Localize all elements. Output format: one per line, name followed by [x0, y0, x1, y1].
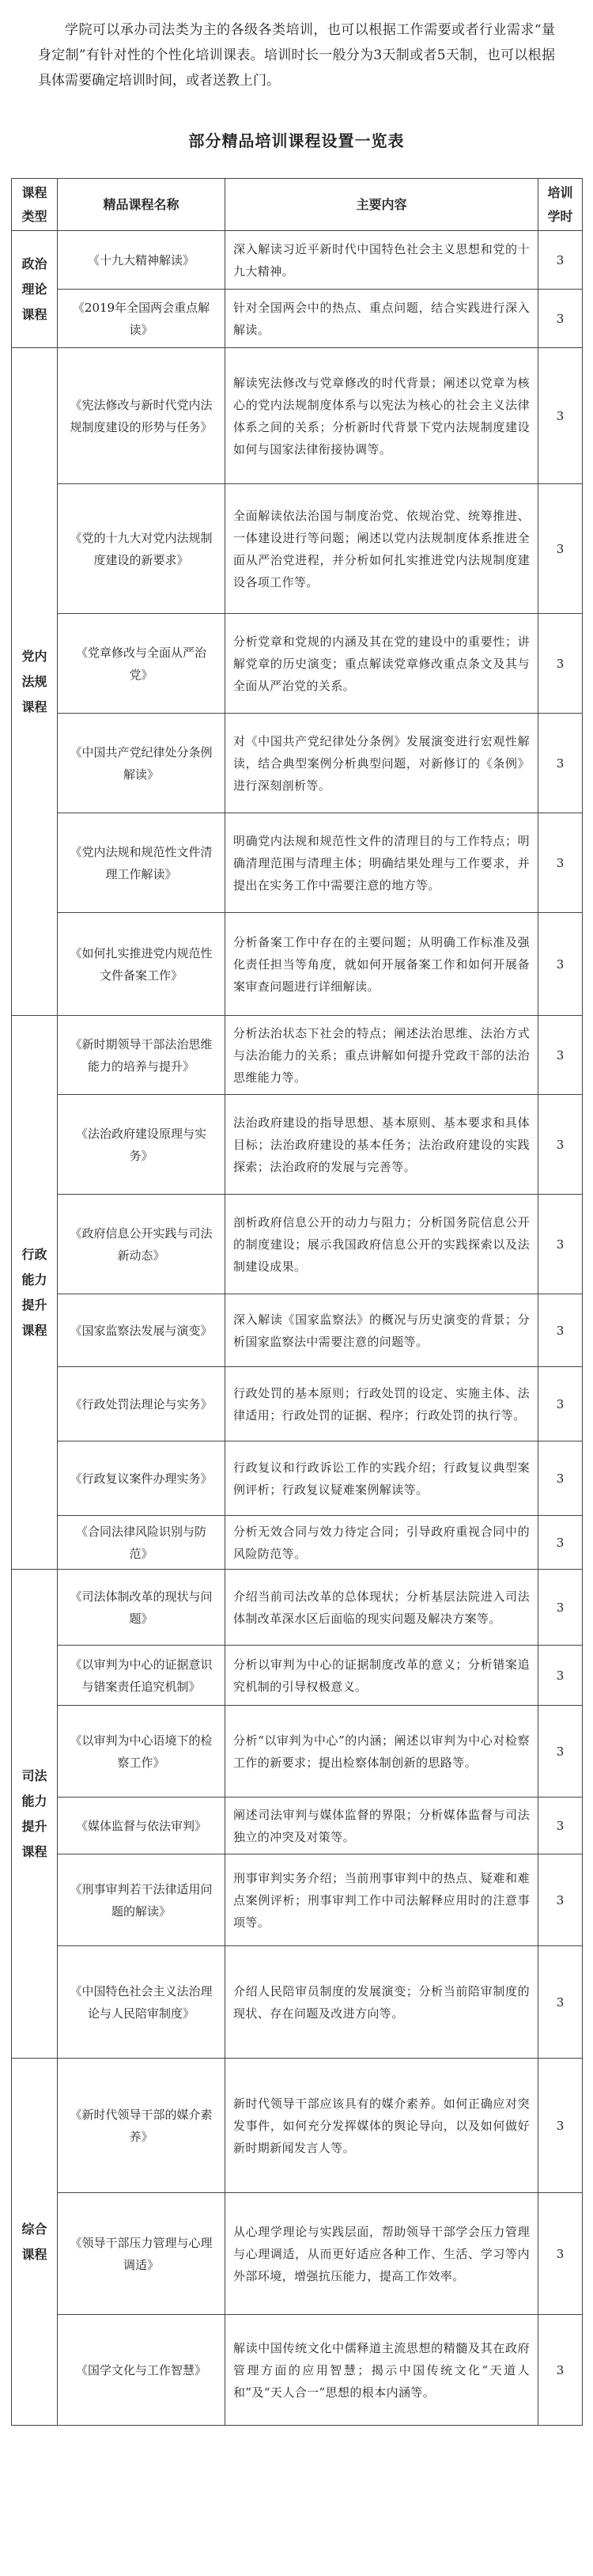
course-name: 《合同法律风险识别与防范》: [58, 1516, 225, 1570]
course-hours: 3: [538, 1570, 583, 1646]
course-content: 全面解读依法治国与制度治党、依规治党、统筹推进、一体建设进行等问题；阐述以党内法规制度体系推进全面从严治党进程，并分析如何扎实推进党内法规制度建设各项工作等。: [225, 484, 538, 614]
course-content: 刑事审判实务介绍；当前刑事审判中的热点、疑难和难点案例评析；刑事审判工作中司法解释应用时的注意事项等。: [225, 1854, 538, 1946]
course-hours: 3: [538, 1441, 583, 1516]
course-hours: 3: [538, 231, 583, 290]
table-row: [12, 1016, 583, 1095]
course-hours: 3: [538, 2193, 583, 2315]
course-hours: 3: [538, 2315, 583, 2426]
table-row: [12, 484, 583, 614]
course-name: 《如何扎实推进党内规范性文件备案工作》: [58, 913, 225, 1016]
course-content: 新时代领导干部应该具有的媒介素养。如何正确应对突发事件，如何充分发挥媒体的舆论导向，以及如何做好新时期新闻发言人等。: [225, 2059, 538, 2193]
course-content: 从心理学理论与实践层面，帮助领导干部学会压力管理与心理调适，从而更好适应各种工作、生活、学习等内外部环境，增强抗压能力，提高工作效率。: [225, 2193, 538, 2315]
course-hours: 3: [538, 1195, 583, 1294]
course-hours: 3: [538, 1016, 583, 1095]
table-row: [12, 1798, 583, 1854]
category-cell: 党内法规课程: [12, 348, 58, 1016]
table-row: [12, 913, 583, 1016]
course-name: 《以审判为中心语境下的检察工作》: [58, 1706, 225, 1798]
header-hours: 培训学时: [538, 179, 583, 231]
course-name: 《政府信息公开实践与司法新动态》: [58, 1195, 225, 1294]
table-row: [12, 614, 583, 714]
course-name: 《党的十九大对党内法规制度建设的新要求》: [58, 484, 225, 614]
table-row: [12, 2315, 583, 2426]
table-row: [12, 1570, 583, 1646]
course-hours: 3: [538, 1798, 583, 1854]
course-hours: 3: [538, 348, 583, 484]
course-name: 《国家监察法发展与演变》: [58, 1294, 225, 1367]
course-hours: 3: [538, 1854, 583, 1946]
table-row: [12, 1367, 583, 1441]
table-row: [12, 1095, 583, 1195]
course-content: 分析备案工作中存在的主要问题；从明确工作标准及强化责任担当等角度，就如何开展备案工作和如何开展备案审查问题进行详细解读。: [225, 913, 538, 1016]
table-row: [12, 813, 583, 913]
course-hours: 3: [538, 913, 583, 1016]
category-cell: 政治理论课程: [12, 231, 58, 348]
course-hours: 3: [538, 290, 583, 348]
course-content: 深入解读《国家监察法》的概况与历史演变的背景；分析国家监察法中需要注意的问题等。: [225, 1294, 538, 1367]
table-row: [12, 1294, 583, 1367]
course-content: 分析以审判为中心的证据制度改革的意义；分析错案追究机制的引导权极意义。: [225, 1646, 538, 1706]
course-hours: 3: [538, 1706, 583, 1798]
course-hours: 3: [538, 1095, 583, 1195]
course-content: 针对全国两会中的热点、重点问题，结合实践进行深入解读。: [225, 290, 538, 348]
course-content: 分析法治状态下社会的特点；阐述法治思维、法治方式与法治能力的关系；重点讲解如何提升党政干部的法治思维能力等。: [225, 1016, 538, 1095]
course-content: 分析“以审判为中心”的内涵；阐述以审判为中心对检察工作的新要求；提出检察体制创新的思路等。: [225, 1706, 538, 1798]
category-cell: 司法能力提升课程: [12, 1570, 58, 2059]
table-row: [12, 290, 583, 348]
course-content: 介绍人民陪审员制度的发展演变；分析当前陪审制度的现状、存在问题及改进方向等。: [225, 1946, 538, 2059]
category-cell: 行政能力提升课程: [12, 1016, 58, 1570]
course-name: 《党章修改与全面从严治党》: [58, 614, 225, 714]
table-row: [12, 1854, 583, 1946]
course-name: 《新时代领导干部的媒介素养》: [58, 2059, 225, 2193]
table-row: [12, 1646, 583, 1706]
course-name: 《媒体监督与依法审判》: [58, 1798, 225, 1854]
table-row: [12, 1516, 583, 1570]
course-content: 分析党章和党规的内涵及其在党的建设中的重要性；讲解党章的历史演变；重点解读党章修改重点条文及其与全面从严治党的关系。: [225, 614, 538, 714]
header-course: 精品课程名称: [58, 179, 225, 231]
course-hours: 3: [538, 813, 583, 913]
course-content: 法治政府建设的指导思想、基本原则、基本要求和具体目标；法治政府建设的基本任务；法治政府建设的实践探索；法治政府的发展与完善等。: [225, 1095, 538, 1195]
course-name: 《以审判为中心的证据意识与错案责任追究机制》: [58, 1646, 225, 1706]
table-row: [12, 348, 583, 484]
course-name: 《宪法修改与新时代党内法规制度建设的形势与任务》: [58, 348, 225, 484]
course-content: 分析无效合同与效力待定合同；引导政府重视合同中的风险防范等。: [225, 1516, 538, 1570]
course-name: 《国学文化与工作智慧》: [58, 2315, 225, 2426]
course-content: 解读中国传统文化中儒释道主流思想的精髓及其在政府管理方面的应用智慧；揭示中国传统文化“天道人和”及“天人合一”思想的根本内涵等。: [225, 2315, 538, 2426]
course-content: 对《中国共产党纪律处分条例》发展演变进行宏观性解读，结合典型案例分析典型问题，对新修订的《条例》进行深刻剖析等。: [225, 714, 538, 813]
table-row: [12, 1706, 583, 1798]
course-name: 《党内法规和规范性文件清理工作解读》: [58, 813, 225, 913]
course-name: 《刑事审判若干法律适用问题的解读》: [58, 1854, 225, 1946]
course-hours: 3: [538, 1294, 583, 1367]
table-row: [12, 2059, 583, 2193]
course-hours: 3: [538, 714, 583, 813]
course-content: 解读宪法修改与党章修改的时代背景；阐述以党章为核心的党内法规制度体系与以宪法为核心的社会主义法律体系之间的关系；分析新时代背景下党内法规制度建设如何与国家法律衔接协调等。: [225, 348, 538, 484]
course-name: 《十九大精神解读》: [58, 231, 225, 290]
table-header-row: [12, 179, 583, 231]
course-name: 《行政处罚法理论与实务》: [58, 1367, 225, 1441]
course-hours: 3: [538, 1516, 583, 1570]
course-name: 《领导干部压力管理与心理调适》: [58, 2193, 225, 2315]
course-content: 行政复议和行政诉讼工作的实践介绍；行政复议典型案例评析；行政复议疑难案例解读等。: [225, 1441, 538, 1516]
category-cell: 综合课程: [12, 2059, 58, 2426]
course-content: 阐述司法审判与媒体监督的界限；分析媒体监督与司法独立的冲突及对策等。: [225, 1798, 538, 1854]
course-table: [11, 178, 583, 2426]
intro-paragraph: 学院可以承办司法类为主的各级各类培训，也可以根据工作需要或者行业需求“量身定制”有针对性的个性化培训课表。培训时长一般分为3天制或者5天制，也可以根据具体需要确定培训时间，或者送教上门。: [38, 22, 555, 89]
table-row: [12, 1946, 583, 2059]
course-content: 深入解读习近平新时代中国特色社会主义思想和党的十九大精神。: [225, 231, 538, 290]
course-name: 《中国共产党纪律处分条例解读》: [58, 714, 225, 813]
course-hours: 3: [538, 484, 583, 614]
course-name: 《司法体制改革的现状与问题》: [58, 1570, 225, 1646]
table-title: 部分精品培训课程设置一览表: [188, 131, 405, 150]
header-content: 主要内容: [225, 179, 538, 231]
course-hours: 3: [538, 614, 583, 714]
header-category: 课程类型: [12, 179, 58, 231]
table-row: [12, 714, 583, 813]
course-content: 明确党内法规和规范性文件的清理目的与工作特点；明确清理范围与清理主体；明确结果处理与工作要求，并提出在实务工作中需要注意的地方等。: [225, 813, 538, 913]
course-name: 《中国特色社会主义法治理论与人民陪审制度》: [58, 1946, 225, 2059]
table-row: [12, 1441, 583, 1516]
course-content: 介绍当前司法改革的总体现状；分析基层法院进入司法体制改革深水区后面临的现实问题及解决方案等。: [225, 1570, 538, 1646]
table-row: [12, 231, 583, 290]
course-hours: 3: [538, 1946, 583, 2059]
course-content: 剖析政府信息公开的动力与阻力；分析国务院信息公开的制度建设；展示我国政府信息公开的实践探索以及法制建设成果。: [225, 1195, 538, 1294]
course-name: 《2019年全国两会重点解读》: [58, 290, 225, 348]
course-hours: 3: [538, 2059, 583, 2193]
course-hours: 3: [538, 1367, 583, 1441]
course-hours: 3: [538, 1646, 583, 1706]
table-row: [12, 2193, 583, 2315]
course-content: 行政处罚的基本原则；行政处罚的设定、实施主体、法律适用；行政处罚的证据、程序；行政处罚的执行等。: [225, 1367, 538, 1441]
table-row: [12, 1195, 583, 1294]
course-name: 《法治政府建设原理与实务》: [58, 1095, 225, 1195]
course-name: 《行政复议案件办理实务》: [58, 1441, 225, 1516]
intro-section: [0, 0, 593, 93]
course-name: 《新时期领导干部法治思维能力的培养与提升》: [58, 1016, 225, 1095]
